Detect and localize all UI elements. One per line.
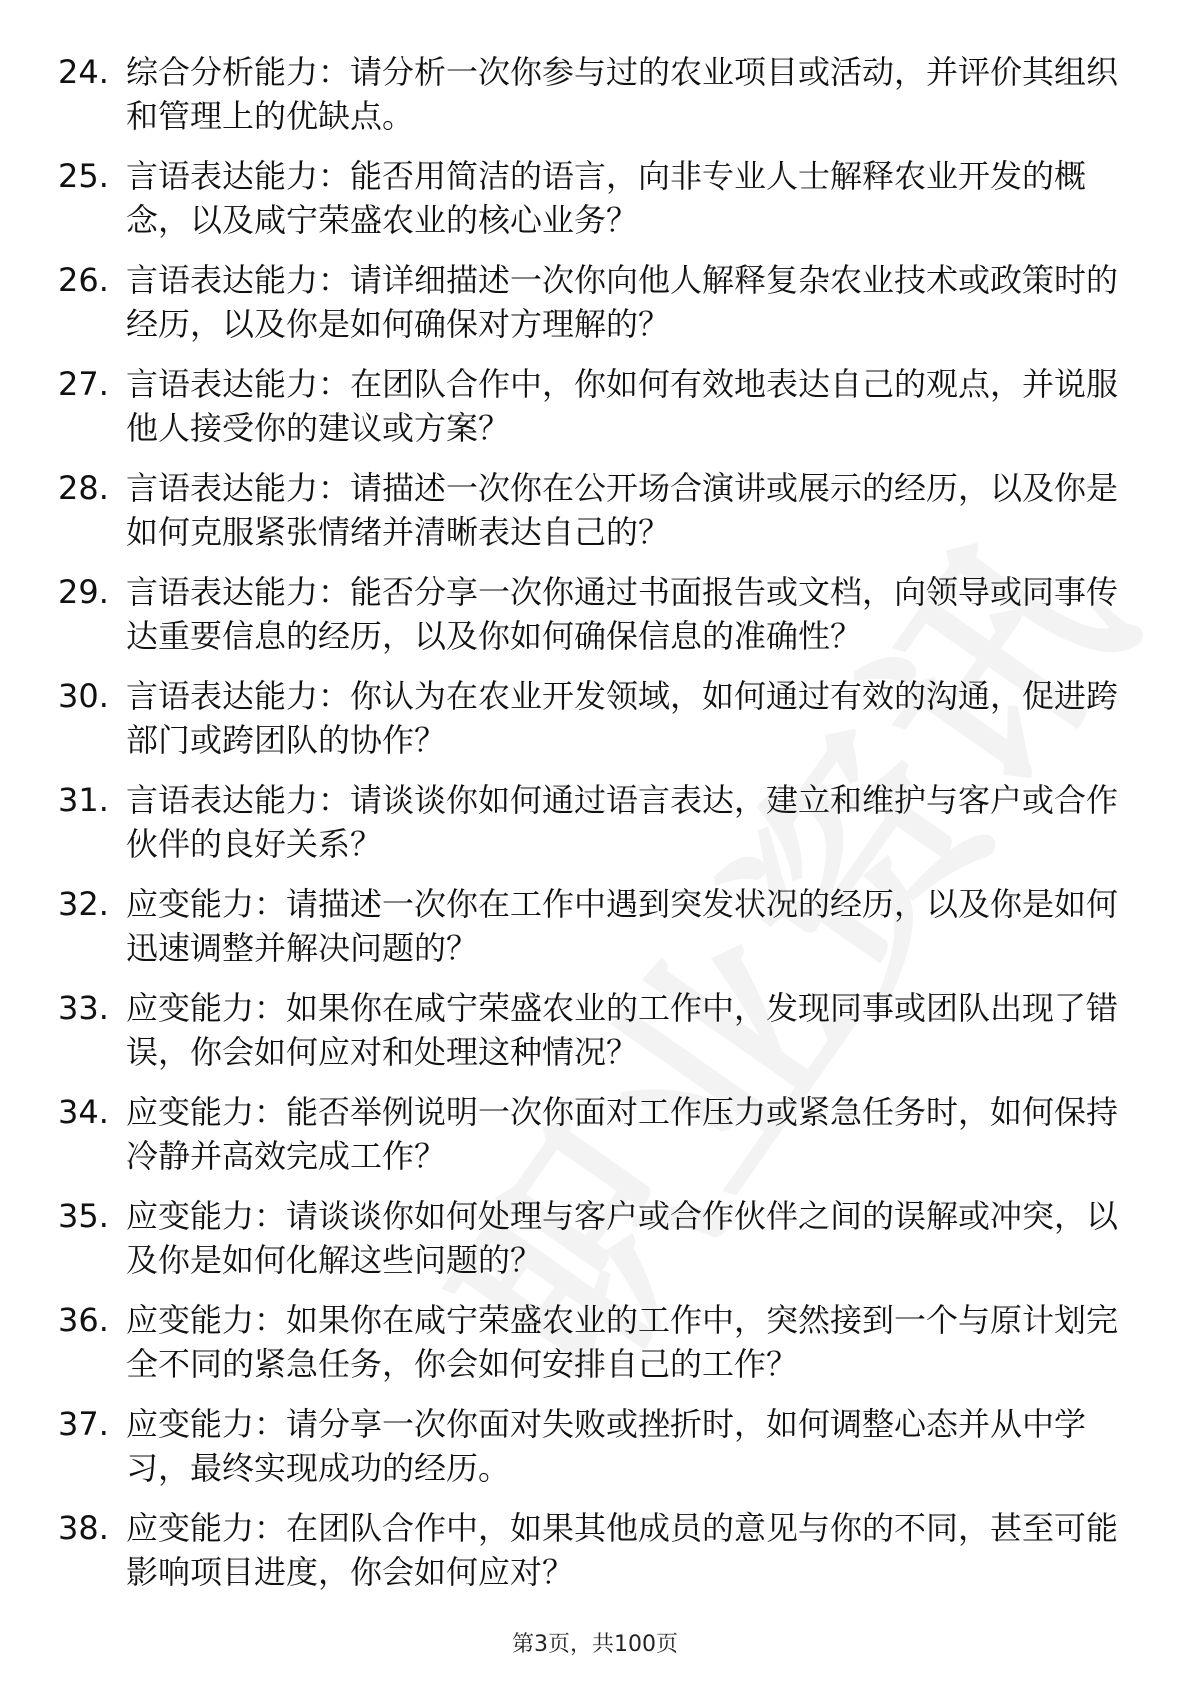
question-text: 应变能力：如果你在咸宁荣盛农业的工作中，发现同事或团队出现了错误，你会如何应对和处理这种情况？	[126, 989, 1119, 1071]
question-text: 言语表达能力：能否用简洁的语言，向非专业人士解释农业开发的概念，以及咸宁荣盛农业的核心业务？	[126, 157, 1087, 239]
question-text: 言语表达能力：请描述一次你在公开场合演讲或展示的经历，以及你是如何克服紧张情绪并清晰表达自己的？	[126, 469, 1119, 551]
question-number: 38.	[58, 1509, 109, 1547]
question-number: 36.	[58, 1301, 109, 1339]
question-text: 言语表达能力：能否分享一次你通过书面报告或文档，向领导或同事传达重要信息的经历，以及你如何确保信息的准确性？	[126, 573, 1119, 655]
question-item-37	[58, 1402, 1138, 1506]
question-number: 33.	[58, 989, 109, 1027]
question-item-31	[58, 778, 1138, 882]
question-item-27	[58, 362, 1138, 466]
question-text: 应变能力：请分享一次你面对失败或挫折时，如何调整心态并从中学习，最终实现成功的经历。	[126, 1405, 1087, 1487]
question-number: 37.	[58, 1405, 109, 1443]
question-item-25	[58, 154, 1138, 258]
question-text: 言语表达能力：请谈谈你如何通过语言表达，建立和维护与客户或合作伙伴的良好关系？	[126, 781, 1119, 863]
question-text: 言语表达能力：你认为在农业开发领域，如何通过有效的沟通，促进跨部门或跨团队的协作？	[126, 677, 1119, 759]
question-text: 言语表达能力：在团队合作中，你如何有效地表达自己的观点，并说服他人接受你的建议或方案？	[126, 365, 1119, 447]
question-item-26	[58, 258, 1138, 362]
question-number: 31.	[58, 781, 109, 819]
question-number: 34.	[58, 1093, 109, 1131]
question-item-29	[58, 570, 1138, 674]
question-number: 26.	[58, 261, 109, 299]
question-item-30	[58, 674, 1138, 778]
question-number: 30.	[58, 677, 109, 715]
question-text: 言语表达能力：请详细描述一次你向他人解释复杂农业技术或政策时的经历，以及你是如何确保对方理解的？	[126, 261, 1119, 343]
question-number: 27.	[58, 365, 109, 403]
question-number: 29.	[58, 573, 109, 611]
question-item-34	[58, 1090, 1138, 1194]
question-item-28	[58, 466, 1138, 570]
page-footer: 第3页，共100页	[512, 1632, 678, 1657]
question-number: 35.	[58, 1197, 109, 1235]
question-text: 应变能力：请谈谈你如何处理与客户或合作伙伴之间的误解或冲突，以及你是如何化解这些问题的？	[126, 1197, 1119, 1279]
question-text: 综合分析能力：请分析一次你参与过的农业项目或活动，并评价其组织和管理上的优缺点。	[126, 53, 1119, 135]
question-item-33	[58, 986, 1138, 1090]
question-item-36	[58, 1298, 1138, 1402]
question-text: 应变能力：如果你在咸宁荣盛农业的工作中，突然接到一个与原计划完全不同的紧急任务，你会如何安排自己的工作？	[126, 1301, 1119, 1383]
question-item-32	[58, 882, 1138, 986]
question-item-38	[58, 1506, 1138, 1610]
question-list	[58, 50, 1138, 1610]
question-text: 应变能力：在团队合作中，如果其他成员的意见与你的不同，甚至可能影响项目进度，你会如何应对？	[126, 1509, 1119, 1591]
question-text: 应变能力：请描述一次你在工作中遇到突发状况的经历，以及你是如何迅速调整并解决问题的？	[126, 885, 1119, 967]
question-item-35	[58, 1194, 1138, 1298]
question-number: 24.	[58, 53, 109, 91]
question-number: 25.	[58, 157, 109, 195]
question-item-24	[58, 50, 1138, 154]
question-number: 28.	[58, 469, 109, 507]
question-text: 应变能力：能否举例说明一次你面对工作压力或紧急任务时，如何保持冷静并高效完成工作？	[126, 1093, 1119, 1175]
question-number: 32.	[58, 885, 109, 923]
